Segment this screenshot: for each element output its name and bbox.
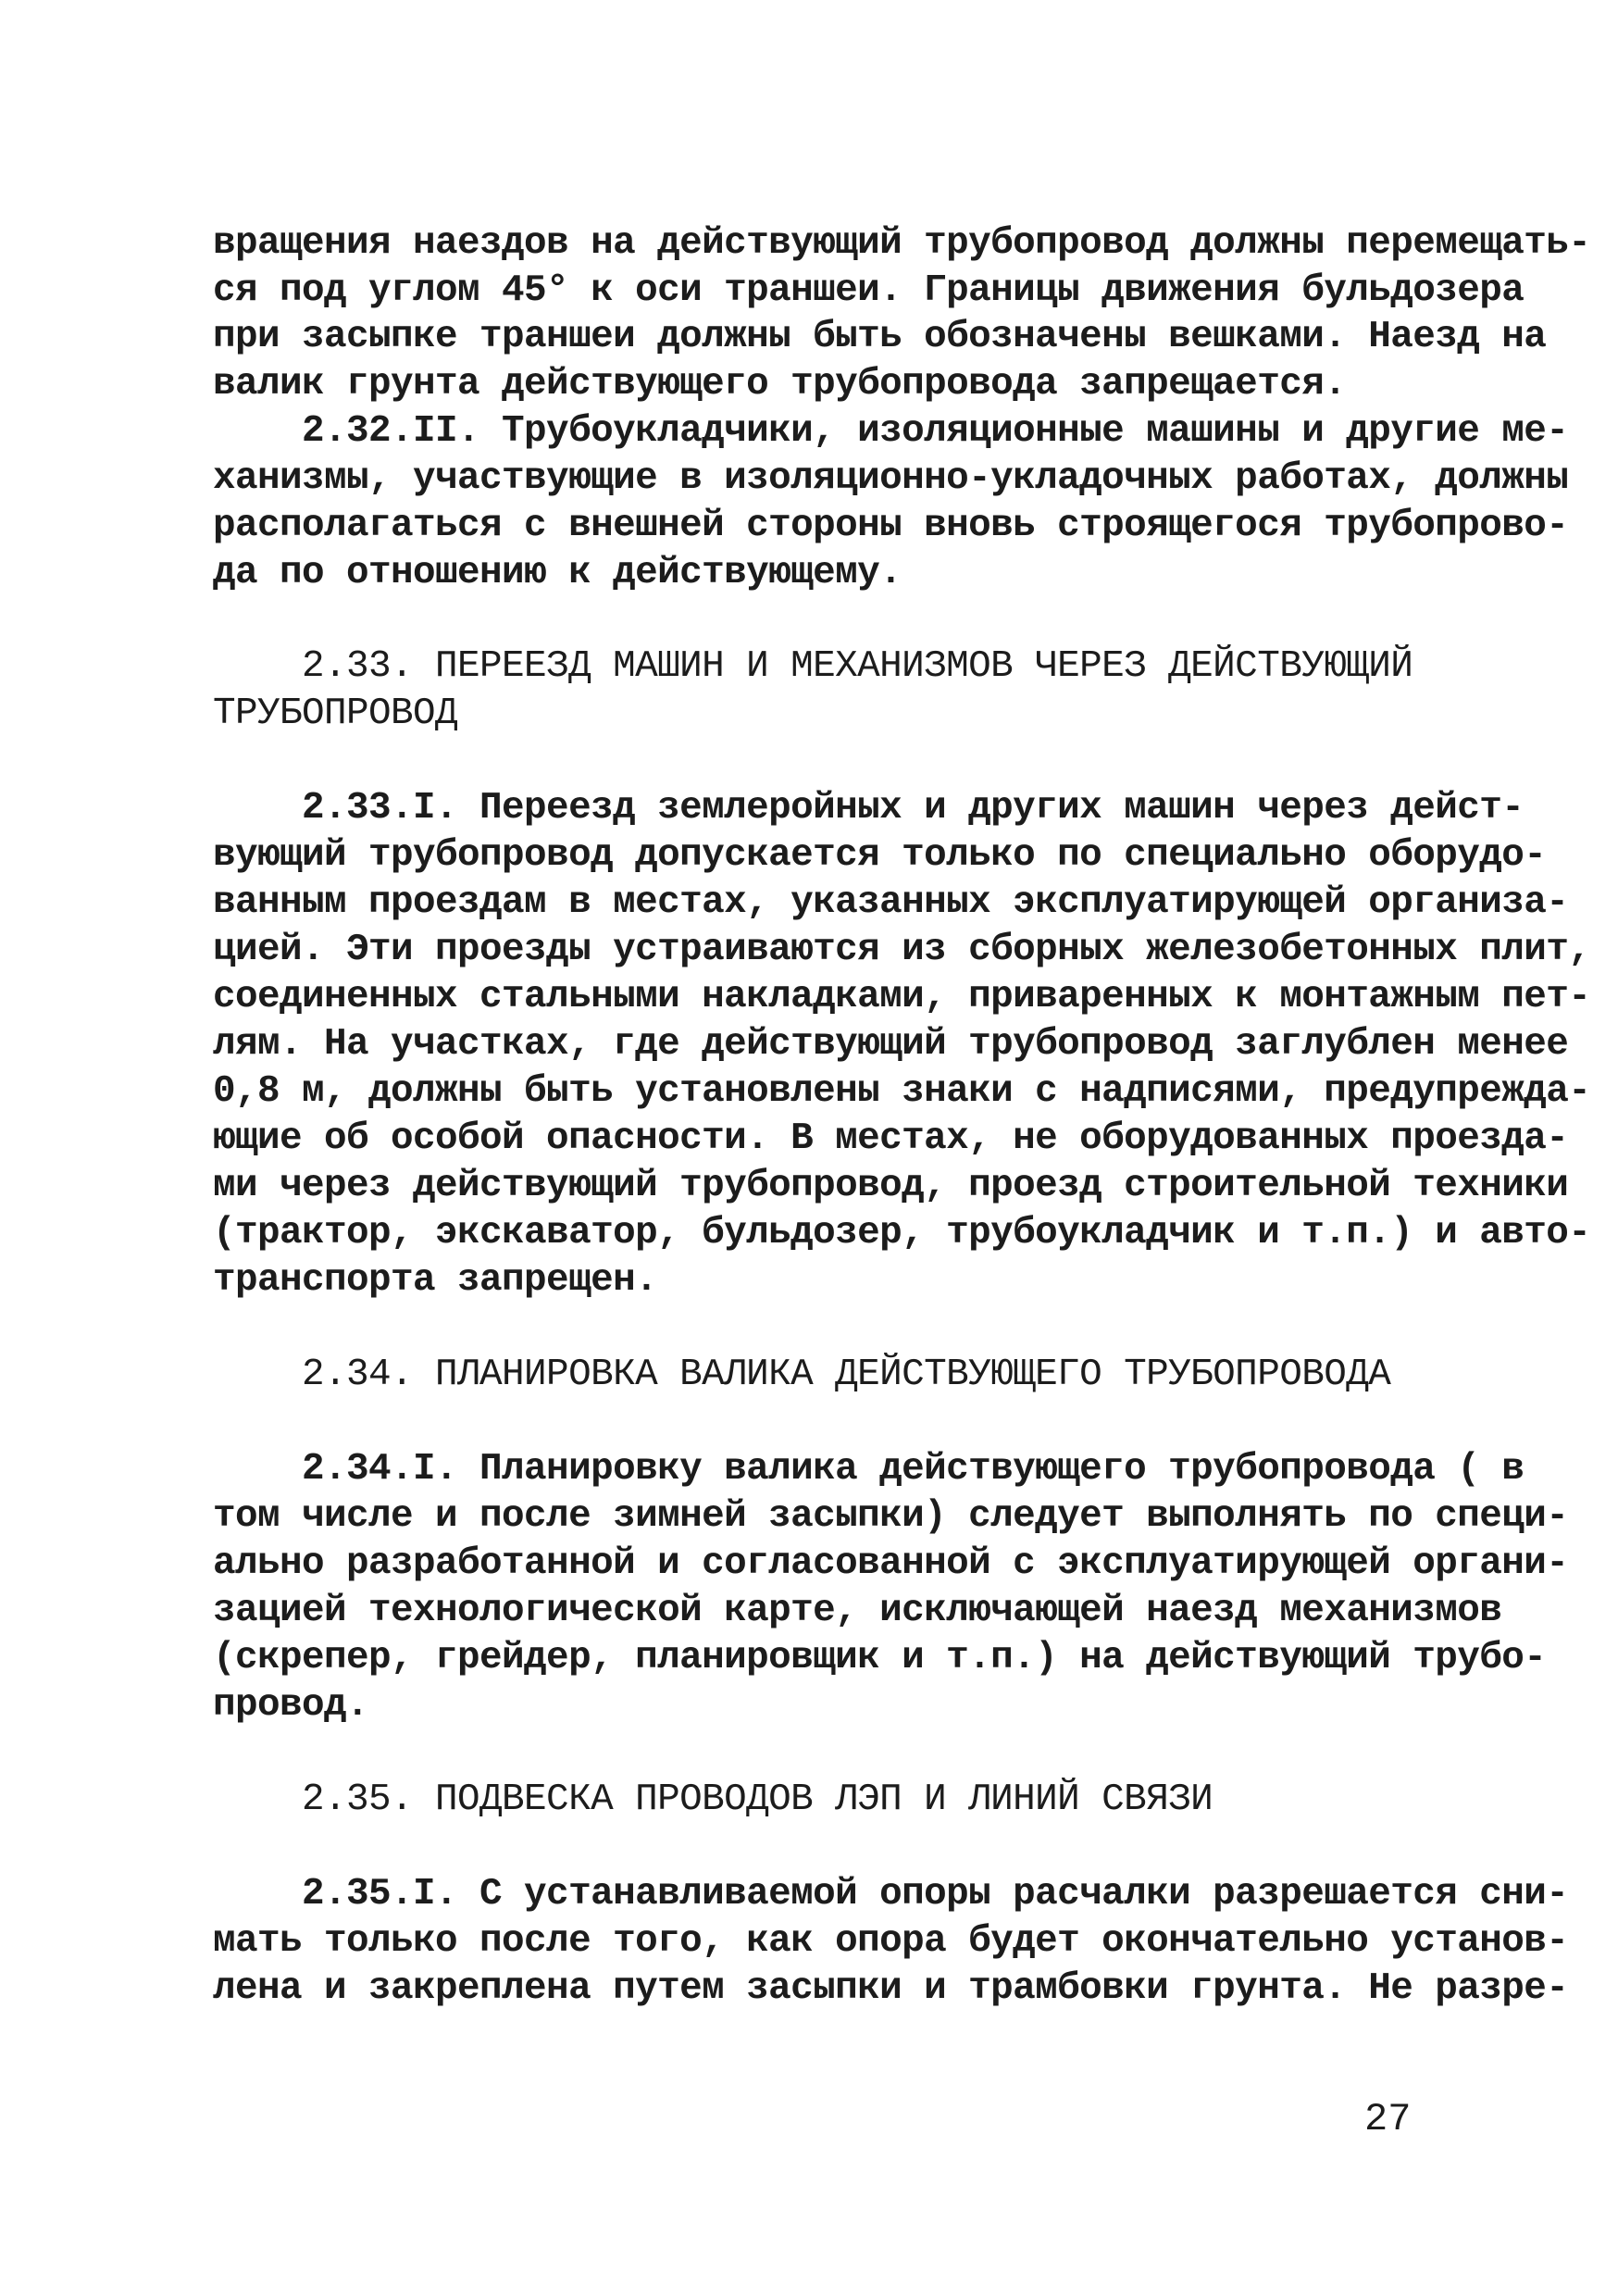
text-line: 2.34.I. Планировку валика действующего трубопровода ( в — [213, 1448, 1525, 1491]
text-line: провод. — [213, 1684, 369, 1727]
text-line: ми через действующий трубопровод, проезд строительной техники — [213, 1165, 1569, 1207]
text-line: ванным проездам в местах, указанных эксплуатирующей организа- — [213, 881, 1569, 924]
section-heading: 2.34. ПЛАНИРОВКА ВАЛИКА ДЕЙСТВУЮЩЕГО ТРУБОПРОВОДА — [213, 1354, 1391, 1396]
text-line: ханизмы, участвующие в изоляционно-укладочных работах, должны — [213, 457, 1569, 500]
section-heading: 2.35. ПОДВЕСКА ПРОВОДОВ ЛЭП И ЛИНИЙ СВЯЗИ — [213, 1778, 1214, 1821]
text-line: 2.32.II. Трубоукладчики, изоляционные машины и другие ме- — [213, 410, 1569, 453]
text-line: соединенных стальными накладками, приваренных к монтажным пет- — [213, 976, 1591, 1018]
text-line: зацией технологической карте, исключающей наезд механизмов — [213, 1590, 1502, 1632]
text-line: транспорта запрещен. — [213, 1259, 658, 1302]
text-line: цией. Эти проезды устраиваются из сборных железобетонных плит, — [213, 929, 1591, 971]
text-line: располагаться с внешней стороны вновь строящегося трубопрово- — [213, 505, 1569, 547]
text-line: вующий трубопровод допускается только по специально оборудо- — [213, 834, 1547, 877]
text-line: валик грунта действующего трубопровода запрещается. — [213, 363, 1347, 406]
text-line: да по отношению к действующему. — [213, 552, 902, 594]
text-line: том числе и после зимней засыпки) следует выполнять по специ- — [213, 1495, 1569, 1538]
text-line: ся под углом 45° к оси траншеи. Границы движения бульдозера — [213, 269, 1525, 312]
text-line: лям. На участках, где действующий трубопровод заглублен менее — [213, 1023, 1569, 1066]
text-line: (трактор, экскаватор, бульдозер, трубоукладчик и т.п.) и авто- — [213, 1212, 1591, 1254]
section-heading: 2.33. ПЕРЕЕЗД МАШИН И МЕХАНИЗМОВ ЧЕРЕЗ ДЕЙСТВУЮЩИЙ — [213, 645, 1413, 688]
text-line: ально разработанной и согласованной с эксплуатирующей органи- — [213, 1542, 1569, 1585]
section-heading: ТРУБОПРОВОД — [213, 693, 458, 735]
text-line: ющие об особой опасности. В местах, не оборудованных проезда- — [213, 1117, 1569, 1160]
page-number: 27 — [1364, 2097, 1412, 2141]
text-line: мать только после того, как опора будет окончательно установ- — [213, 1920, 1569, 1963]
text-line: 2.35.I. С устанавливаемой опоры расчалки разрешается сни- — [213, 1873, 1569, 1915]
text-line: 2.33.I. Переезд землеройных и других машин через дейст- — [213, 787, 1525, 830]
text-line: лена и закреплена путем засыпки и трамбовки грунта. Не разре- — [213, 1967, 1569, 2010]
text-line: 0,8 м, должны быть установлены знаки с надписями, предупрежда- — [213, 1070, 1591, 1113]
text-line: вращения наездов на действующий трубопровод должны перемещать- — [213, 222, 1591, 265]
text-line: (скрепер, грейдер, планировщик и т.п.) на действующий трубо- — [213, 1637, 1547, 1679]
text-line: при засыпке траншеи должны быть обозначены вешками. Наезд на — [213, 316, 1547, 358]
